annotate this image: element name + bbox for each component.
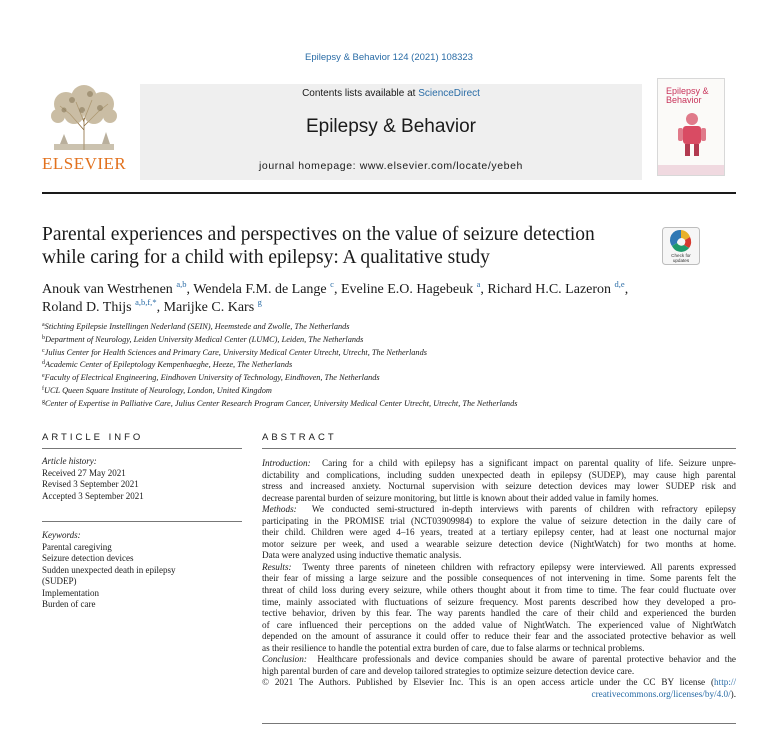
affiliation-letters[interactable]: a,b,f, (135, 297, 153, 307)
history-item: Received 27 May 2021 (42, 467, 126, 478)
affiliation-item (42, 372, 736, 385)
keywords-label: Keywords: (42, 530, 81, 540)
keyword-item: Sudden unexpected death in epilepsy (42, 564, 176, 575)
journal-name: Epilepsy & Behavior (305, 116, 477, 137)
abstract-bottom-divider (262, 723, 736, 724)
abstract-line: dictability and complications, including sudden unexpected death in epilepsy (SUDEP), may cause high parental (262, 469, 736, 480)
author-affiliation-marks[interactable]: c (330, 279, 334, 289)
title-line-2: while caring for a child with epilepsy: A qualitative study (42, 247, 490, 268)
check-for-updates-icon[interactable] (662, 227, 700, 265)
author-name: Richard H.C. Lazeron (487, 282, 612, 297)
author-name: Eveline E.O. Hagebeuk (340, 282, 474, 297)
corresponding-author-mark[interactable]: * (152, 297, 157, 307)
keywords (42, 530, 242, 611)
abstract-line: high parental burden of care and develop tailored strategies to optimize seizure detection device care. (262, 665, 635, 676)
abstract-line: decrease parental burden of seizure monitoring, but little is known about their added value in family homes. (262, 492, 659, 503)
journal-reference[interactable]: Epilepsy & Behavior 124 (2021) 108323 (305, 52, 473, 63)
affiliation-key: f (42, 385, 44, 392)
affiliation-text: Academic Center of Epileptology Kempenhaeghe, Heeze, The Netherlands (45, 360, 293, 370)
keyword-item: Implementation (42, 587, 99, 598)
history-item: Accepted 3 September 2021 (42, 490, 144, 501)
affiliation-item (42, 334, 736, 347)
abstract-line (262, 504, 736, 516)
article-info-divider (42, 448, 242, 449)
journal-homepage[interactable]: journal homepage: www.elsevier.com/locate/yebeh (259, 160, 523, 172)
affiliation-item (42, 347, 736, 360)
conclusion-label: Conclusion: (262, 654, 307, 665)
affiliation-text: Department of Neurology, Leiden University Medical Center (LUMC), Leiden, The Netherlands (45, 334, 364, 344)
affiliation-key: d (42, 360, 45, 367)
article-info-heading: ARTICLE INFO (42, 432, 144, 443)
history-item: Revised 3 September 2021 (42, 479, 139, 489)
author-separator: , (156, 300, 161, 315)
journal-masthead (140, 84, 642, 180)
author-name: Roland D. Thijs (42, 300, 132, 315)
author-name: Wendela F.M. de Lange (193, 282, 327, 297)
contents-prefix: Contents lists available at (302, 88, 419, 99)
contents-line (140, 84, 642, 99)
author-affiliation-marks[interactable] (135, 297, 156, 307)
sciencedirect-link[interactable]: ScienceDirect (418, 88, 480, 99)
author-separator: , (333, 282, 338, 297)
abstract-line: participating in the PROMISE trial (NCT03909984) to explore the value of seizure detection in the daily care of (262, 515, 736, 526)
abstract-heading: ABSTRACT (262, 432, 337, 443)
abstract-line: of care influenced their perceptions on the added value of NightWatch. The experienced value of NightWatch (262, 619, 736, 630)
badge-text-2: updates (672, 258, 690, 263)
cover-figure-icon (672, 111, 712, 157)
abstract-line (262, 654, 736, 666)
journal-cover[interactable] (657, 78, 725, 176)
abstract-line: their child. Children were aged 4–16 years, treated at a tertiary epilepsy center, had at least one nocturnal major (262, 527, 736, 538)
abstract-divider (262, 448, 736, 449)
affiliation-item (42, 359, 736, 372)
affiliation-item (42, 321, 736, 334)
license-link[interactable]: creativecommons.org/licenses/by/4.0/ (591, 688, 731, 699)
header-divider (42, 192, 736, 194)
author-list (42, 281, 736, 317)
abstract-line: as their resilience to handle the potential extra burden of care, due to false alarms or technical problems. (262, 642, 645, 653)
affiliation-item (42, 385, 736, 398)
license-link[interactable]: http:// (714, 677, 736, 688)
affiliation-key: c (42, 347, 45, 354)
abstract-text: Healthcare professionals and device companies should be aware of parental protective behavior and the (317, 654, 737, 665)
keyword-item: Parental caregiving (42, 541, 112, 552)
author-separator: , (186, 282, 190, 297)
introduction-label: Introduction: (262, 458, 311, 468)
affiliation-text: Stichting Epilepsie Instellingen Nederland (SEIN), Heemstede and Zwolle, The Netherlands (44, 322, 350, 331)
affiliation-text: Faculty of Electrical Engineering, Eindhoven University of Technology, Eindhoven, The Netherlands (44, 373, 380, 383)
abstract-line: Data were analyzed using inductive thematic analysis. (262, 550, 462, 561)
author-affiliation-marks[interactable]: a,b (176, 279, 187, 289)
author-separator: , (624, 282, 629, 297)
abstract-line (262, 562, 736, 574)
abstract-text: We conducted semi-structured in-depth interviews with parents of children with refractory epilepsy (311, 504, 736, 515)
affiliation-key: e (42, 373, 45, 380)
author-affiliation-marks[interactable]: d,e (614, 279, 625, 289)
copyright-text: © 2021 The Authors. Published by Elsevier Inc. This is an open access article under the CC BY license ( (262, 677, 715, 688)
author-separator: , (480, 282, 484, 297)
author-affiliation-marks[interactable]: a (476, 279, 481, 289)
history-label: Article history: (42, 456, 97, 466)
article-history (42, 456, 242, 502)
affiliation-key: a (42, 322, 45, 328)
affiliation-list (42, 321, 736, 411)
elsevier-tree-icon (46, 84, 122, 152)
abstract-text: Twenty three parents of nineteen children with refractory epilepsy were interviewed. All parents expressed (302, 561, 736, 572)
abstract-body (262, 458, 736, 700)
author-name: Marijke C. Kars (163, 300, 255, 315)
abstract-line: threat of child loss during every seizure, while others thought about it from time to time. The fear could fluctuate over (262, 585, 736, 596)
cover-title: Epilepsy & Behavior (666, 86, 709, 105)
keyword-item: (SUDEP) (42, 576, 77, 586)
affiliation-key: g (42, 398, 45, 405)
results-label: Results: (262, 561, 292, 572)
abstract-line: time, mainly associated with fluctuations of seizure frequency. Most parents described how they developed a pro- (262, 596, 736, 607)
article-title (42, 223, 652, 269)
copyright-line (262, 689, 736, 701)
keywords-divider (42, 521, 242, 522)
keyword-item: Burden of care (42, 599, 96, 609)
abstract-line (262, 458, 736, 470)
affiliation-item (42, 398, 736, 411)
badge-text-1: Check for (671, 253, 691, 258)
copyright-suffix: ). (730, 688, 736, 699)
elsevier-logo (42, 84, 126, 178)
author-affiliation-marks[interactable]: g (257, 297, 262, 307)
abstract-line: motor seizure per week, and used a wearable seizure detection device (NightWatch) for two months at home. (262, 538, 736, 549)
elsevier-wordmark: ELSEVIER (42, 154, 127, 173)
author-line-2 (42, 299, 736, 317)
abstract-line: tective behavior, driven by this fear. The way parents handled the care of their child and experienced the burden (262, 608, 736, 619)
affiliation-key: b (42, 334, 45, 341)
cover-bar (658, 165, 725, 175)
copyright-line (262, 677, 736, 689)
keyword-item: Seizure detection devices (42, 553, 134, 563)
author-name: Anouk van Westrhenen (42, 282, 173, 297)
abstract-line: their fear of missing a large seizure and the possible consequences of not intervening in time. Some parents felt the (262, 573, 736, 584)
methods-label: Methods: (262, 504, 297, 515)
abstract-line: depended on the amount of assurance it could offer to reduce their fear and the associated protective behavior as well (262, 631, 736, 642)
abstract-line: stress and increased anxiety. Nocturnal supervision with seizure detection devices may lower SUDEP risk and (262, 481, 736, 492)
title-line-1: Parental experiences and perspectives on the value of seizure detection (42, 224, 595, 245)
affiliation-text: Center of Expertise in Palliative Care, Julius Center Research Program Cancer, University Medical Center Utrecht, Utrecht, The Netherlands (45, 398, 518, 408)
affiliation-text: UCL Queen Square Institute of Neurology, London, United Kingdom (44, 385, 272, 395)
abstract-text: Caring for a child with epilepsy has a significant impact on parental quality of life. Seizure unpre- (322, 458, 736, 468)
affiliation-text: Julius Center for Health Sciences and Primary Care, University Medical Center Utrecht, Utrecht, The Netherlands (44, 347, 427, 357)
